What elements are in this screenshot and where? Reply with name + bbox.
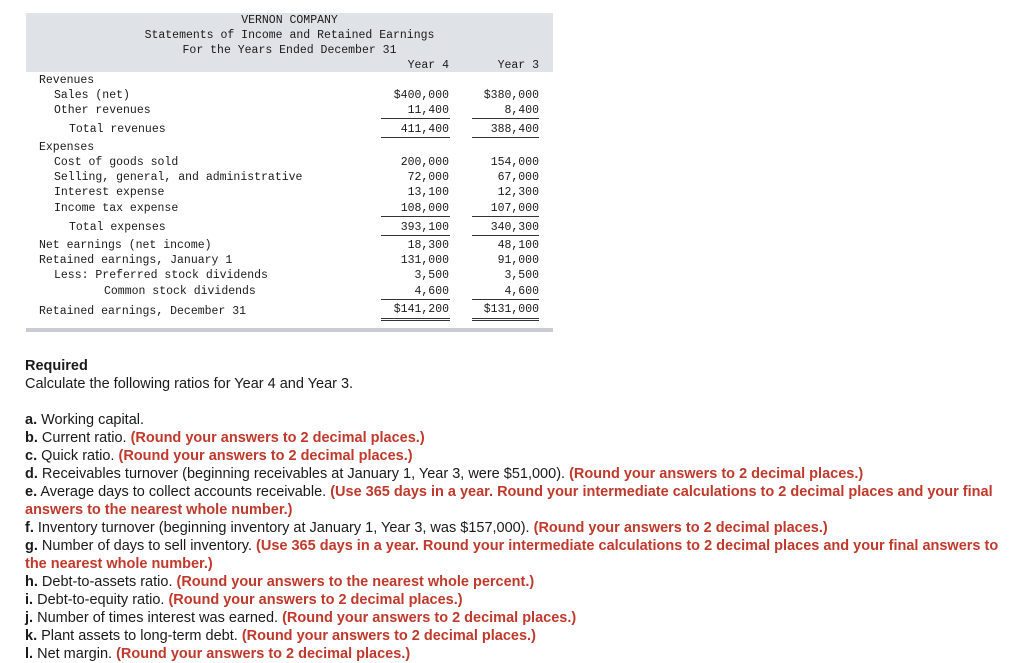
task-text: Plant assets to long-term debt. xyxy=(37,628,242,644)
re-jan1-year3: 91,000 xyxy=(497,254,539,267)
task-item xyxy=(25,573,1005,591)
row-label-other-revenues: Other revenues xyxy=(54,104,151,117)
task-text: Average days to collect accounts receivable. xyxy=(37,484,331,500)
other-revenues-year3: 8,400 xyxy=(504,104,539,117)
task-letter: i. xyxy=(25,592,34,608)
underline xyxy=(381,299,450,300)
task-text: Net margin. xyxy=(33,646,117,662)
row-label-interest-expense: Interest expense xyxy=(54,186,165,199)
task-letter: g. xyxy=(25,538,38,554)
sga-year3: 67,000 xyxy=(497,171,539,184)
net-earnings-year3: 48,100 xyxy=(497,239,539,252)
statement-title: Statements of Income and Retained Earnings xyxy=(144,29,435,42)
row-label-net-earnings: Net earnings (net income) xyxy=(39,239,212,252)
cogs-year3: 154,000 xyxy=(490,156,539,169)
row-label-sales: Sales (net) xyxy=(54,89,130,102)
required-section xyxy=(25,357,1005,393)
task-rounding-note: (Round your answers to 2 decimal places.) xyxy=(116,646,411,662)
interest-year4: 13,100 xyxy=(407,186,449,199)
sales-year3: $380,000 xyxy=(483,89,539,102)
expenses-heading: Expenses xyxy=(39,141,95,154)
task-item xyxy=(25,465,1005,483)
task-text: Current ratio. xyxy=(37,430,131,446)
total-revenues-year4: 411,400 xyxy=(400,123,449,136)
row-label-sga: Selling, general, and administrative xyxy=(54,171,303,184)
required-intro: Calculate the following ratios for Year 4 and Year 3. xyxy=(25,376,354,392)
row-label-common-dividends: Common stock dividends xyxy=(104,285,256,298)
interest-year3: 12,300 xyxy=(497,186,539,199)
double-underline xyxy=(472,318,539,319)
row-label-retained-earnings-dec31: Retained earnings, December 31 xyxy=(39,305,247,318)
task-rounding-note: (Use 365 days in a year. Round your intermediate calculations to 2 decimal places and your final answers to the nearest whole number.) xyxy=(25,484,993,518)
row-label-total-revenues: Total revenues xyxy=(69,123,166,136)
row-label-preferred-dividends: Less: Preferred stock dividends xyxy=(54,269,268,282)
task-item xyxy=(25,483,1005,519)
preferred-div-year4: 3,500 xyxy=(414,269,449,282)
task-item xyxy=(25,645,1005,663)
task-list xyxy=(25,411,1005,663)
underline xyxy=(472,216,539,217)
task-letter: l. xyxy=(25,646,34,662)
double-underline xyxy=(381,318,450,319)
task-letter: f. xyxy=(25,520,34,536)
income-tax-year3: 107,000 xyxy=(490,202,539,215)
task-text: Quick ratio. xyxy=(37,448,119,464)
sga-year4: 72,000 xyxy=(407,171,449,184)
income-tax-year4: 108,000 xyxy=(400,202,449,215)
task-rounding-note: (Round your answers to 2 decimal places.) xyxy=(168,592,463,608)
cogs-year4: 200,000 xyxy=(400,156,449,169)
row-label-retained-earnings-jan1: Retained earnings, January 1 xyxy=(39,254,233,267)
task-letter: h. xyxy=(25,574,38,590)
task-rounding-note: (Round your answers to 2 decimal places.) xyxy=(282,610,577,626)
row-label-total-expenses: Total expenses xyxy=(69,221,166,234)
total-expenses-year3: 340,300 xyxy=(490,221,539,234)
task-letter: b. xyxy=(25,430,38,446)
task-item xyxy=(25,447,1005,465)
net-earnings-year4: 18,300 xyxy=(407,239,449,252)
task-text: Number of days to sell inventory. xyxy=(37,538,257,554)
task-item xyxy=(25,537,1005,573)
re-dec31-year3: $131,000 xyxy=(483,303,539,316)
task-text: Receivables turnover (beginning receivables at January 1, Year 3, were $51,000). xyxy=(37,466,570,482)
task-text: Debt-to-equity ratio. xyxy=(33,592,169,608)
total-expenses-year4: 393,100 xyxy=(400,221,449,234)
task-text: Debt-to-assets ratio. xyxy=(37,574,177,590)
task-item xyxy=(25,609,1005,627)
double-underline xyxy=(381,320,450,321)
total-revenues-year3: 388,400 xyxy=(490,123,539,136)
task-text: Working capital. xyxy=(37,412,145,428)
underline xyxy=(381,235,450,236)
re-jan1-year4: 131,000 xyxy=(400,254,449,267)
task-item xyxy=(25,411,1005,429)
revenues-heading: Revenues xyxy=(39,74,95,87)
task-letter: d. xyxy=(25,466,38,482)
underline xyxy=(381,216,450,217)
underline xyxy=(472,137,539,138)
task-letter: c. xyxy=(25,448,38,464)
required-heading: Required xyxy=(25,358,88,374)
row-label-cost-of-goods-sold: Cost of goods sold xyxy=(54,156,179,169)
task-letter: k. xyxy=(25,628,38,644)
column-header-year4: Year 4 xyxy=(407,59,449,72)
task-rounding-note: (Round your answers to the nearest whole percent.) xyxy=(176,574,535,590)
statement-period: For the Years Ended December 31 xyxy=(182,44,397,57)
sales-year4: $400,000 xyxy=(393,89,449,102)
task-rounding-note: (Round your answers to 2 decimal places.) xyxy=(118,448,413,464)
task-text: Inventory turnover (beginning inventory at January 1, Year 3, was $157,000). xyxy=(33,520,534,536)
preferred-div-year3: 3,500 xyxy=(504,269,539,282)
column-header-year3: Year 3 xyxy=(497,59,539,72)
task-rounding-note: (Round your answers to 2 decimal places.) xyxy=(130,430,425,446)
underline xyxy=(472,299,539,300)
task-rounding-note: (Use 365 days in a year. Round your intermediate calculations to 2 decimal places and your final answers to the nearest whole number.) xyxy=(25,538,999,572)
common-div-year3: 4,600 xyxy=(504,285,539,298)
underline xyxy=(472,118,539,119)
re-dec31-year4: $141,200 xyxy=(393,303,449,316)
task-item xyxy=(25,591,1005,609)
task-rounding-note: (Round your answers to 2 decimal places.) xyxy=(569,466,864,482)
underline xyxy=(381,118,450,119)
income-statement-table xyxy=(26,13,553,331)
task-rounding-note: (Round your answers to 2 decimal places.) xyxy=(533,520,828,536)
company-name: VERNON COMPANY xyxy=(241,14,338,27)
underline xyxy=(381,137,450,138)
statement-footer-band xyxy=(26,328,553,332)
common-div-year4: 4,600 xyxy=(414,285,449,298)
task-rounding-note: (Round your answers to 2 decimal places.) xyxy=(241,628,536,644)
task-letter: j. xyxy=(25,610,34,626)
task-letter: e. xyxy=(25,484,38,500)
double-underline xyxy=(472,320,539,321)
row-label-income-tax-expense: Income tax expense xyxy=(54,202,179,215)
task-letter: a. xyxy=(25,412,38,428)
task-item xyxy=(25,519,1005,537)
task-text: Number of times interest was earned. xyxy=(33,610,283,626)
task-item xyxy=(25,429,1005,447)
other-revenues-year4: 11,400 xyxy=(407,104,449,117)
task-item xyxy=(25,627,1005,645)
underline xyxy=(472,235,539,236)
